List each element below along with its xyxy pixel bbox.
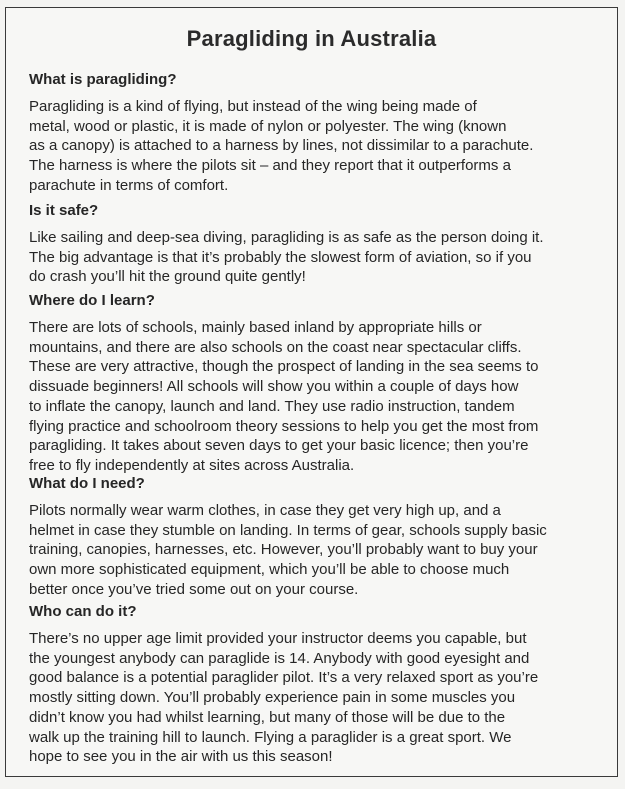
text-line: These are very attractive, though the prospect of landing in the sea seems to <box>29 358 539 376</box>
section-heading: What is paragliding? <box>29 71 177 88</box>
text-line: to inflate the canopy, launch and land. They use radio instruction, tandem <box>29 397 515 415</box>
text-line: mostly sitting down. You’ll probably experience pain in some muscles you <box>29 689 516 707</box>
text-line: training, canopies, harnesses, etc. However, you’ll probably want to buy your <box>29 541 538 559</box>
section-body <box>29 97 601 196</box>
text-line: the youngest anybody can paraglide is 14. Anybody with good eyesight and <box>29 649 530 667</box>
text-line: Pilots normally wear warm clothes, in case they get very high up, and a <box>29 502 501 519</box>
text-line: paragliding. It takes about seven days to get your basic licence; then you’re <box>29 437 529 455</box>
text-line: parachute in terms of comfort. <box>29 176 229 194</box>
text-line: mountains, and there are also schools on the coast near spectacular cliffs. <box>29 338 522 356</box>
section-who-can-do-it <box>29 602 601 767</box>
text-line: own more sophisticated equipment, which you’ll be able to choose much <box>29 561 510 579</box>
text-line: good balance is a potential paraglider pilot. It’s a very relaxed sport as you’re <box>29 669 539 687</box>
text-line: walk up the training hill to launch. Flying a paraglider is a great sport. We <box>29 728 512 746</box>
section-heading: Who can do it? <box>29 603 137 620</box>
text-line: free to fly independently at sites across Australia. <box>29 456 355 474</box>
section-body <box>29 318 601 476</box>
text-line: The big advantage is that it’s probably the slowest form of aviation, so if you <box>29 248 532 266</box>
section-is-it-safe <box>29 201 601 287</box>
article-title: Paragliding in Australia <box>186 26 437 51</box>
text-line: Like sailing and deep-sea diving, paragliding is as safe as the person doing it. <box>29 229 544 246</box>
section-where-do-i-learn <box>29 291 601 476</box>
section-heading: What do I need? <box>29 475 145 492</box>
text-line: didn’t know you had whilst learning, but many of those will be due to the <box>29 708 506 726</box>
text-line: do crash you’ll hit the ground quite gently! <box>29 268 306 286</box>
text-line: as a canopy) is attached to a harness by lines, not dissimilar to a parachute. <box>29 137 534 155</box>
text-line: flying practice and schoolroom theory sessions to help you get the most from <box>29 417 539 435</box>
text-line: dissuade beginners! All schools will show you within a couple of days how <box>29 378 519 396</box>
section-body <box>29 501 601 600</box>
text-line: Paragliding is a kind of flying, but instead of the wing being made of <box>29 98 477 115</box>
text-line: There’s no upper age limit provided your instructor deems you capable, but <box>29 630 527 647</box>
article-frame <box>5 7 618 777</box>
section-what-do-i-need <box>29 474 601 600</box>
text-line: metal, wood or plastic, it is made of nylon or polyester. The wing (known <box>29 117 507 135</box>
text-line: better once you’ve tried some out on your course. <box>29 580 359 598</box>
section-heading: Is it safe? <box>29 202 99 219</box>
text-line: The harness is where the pilots sit – and they report that it outperforms a <box>29 157 511 175</box>
text-line: helmet in case they stumble on landing. In terms of gear, schools supply basic <box>29 521 547 539</box>
text-line: There are lots of schools, mainly based inland by appropriate hills or <box>29 319 482 336</box>
section-body <box>29 228 601 287</box>
section-heading: Where do I learn? <box>29 292 155 309</box>
section-what-is-paragliding <box>29 70 601 196</box>
text-line: hope to see you in the air with us this season! <box>29 748 333 766</box>
section-body <box>29 629 601 767</box>
